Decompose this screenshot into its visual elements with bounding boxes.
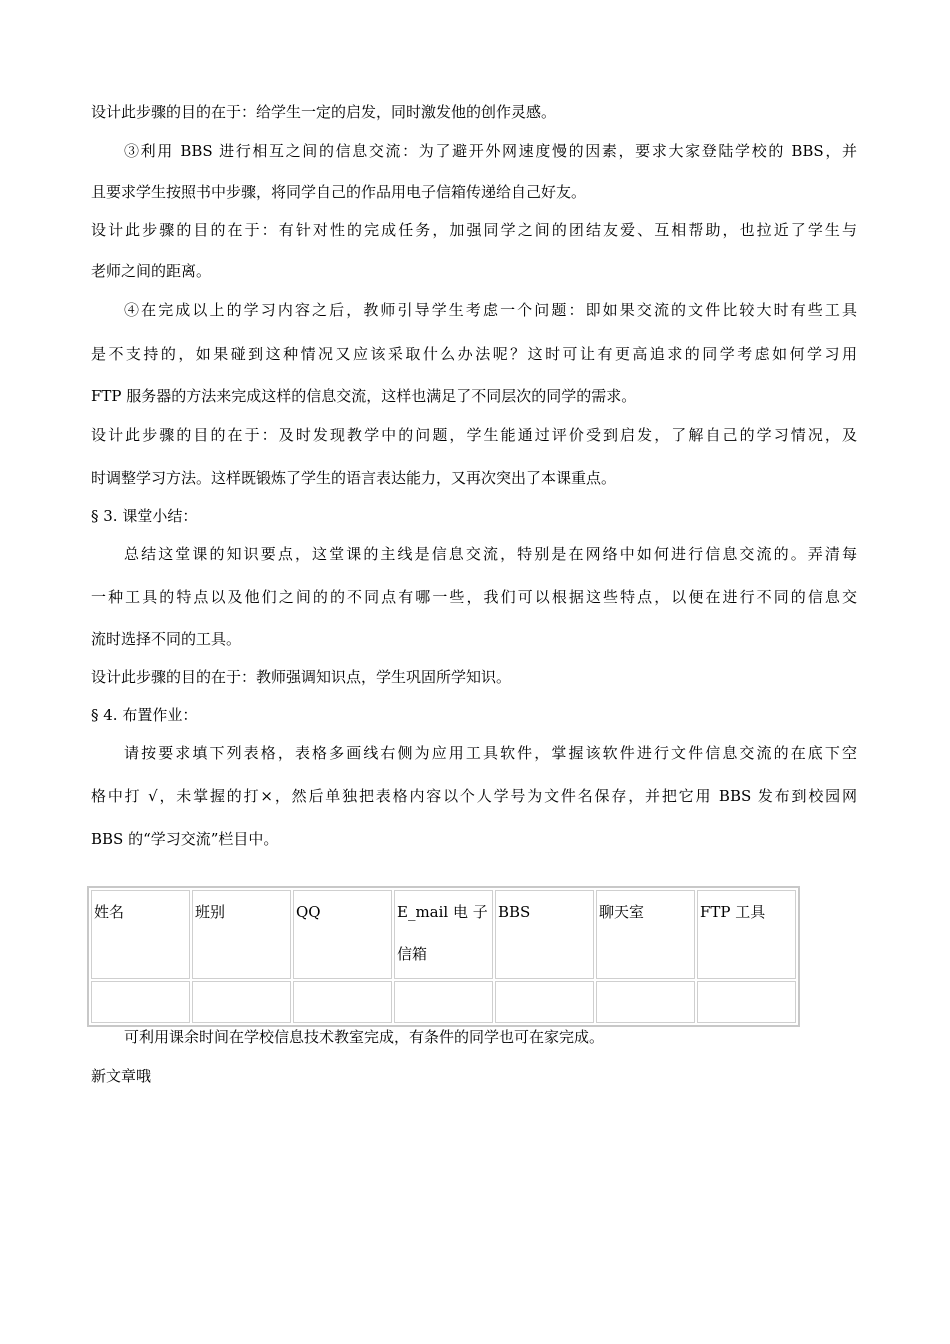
paragraph-line: FTP 服务器的方法来完成这样的信息交流，这样也满足了不同层次的同学的需求。	[91, 387, 637, 405]
paragraph-line: ③利用 BBS 进行相互之间的信息交流：为了避开外网速度慢的因素，要求大家登陆学校的 BBS，并	[124, 142, 857, 160]
paragraph-line: 设计此步骤的目的在于：给学生一定的启发，同时激发他的创作灵感。	[91, 103, 557, 121]
paragraph-line: 设计此步骤的目的在于：及时发现教学中的问题，学生能通过评价受到启发，了解自己的学习情况，及	[91, 426, 857, 444]
table-row	[91, 981, 796, 1023]
header-cell-chatroom: 聊天室	[596, 890, 695, 979]
table-cell	[596, 981, 695, 1023]
paragraph-line: 设计此步骤的目的在于：有针对性的完成任务，加强同学之间的团结友爱、互相帮助，也拉近了学生与	[91, 221, 857, 239]
table-cell	[192, 981, 291, 1023]
paragraph-line: ④在完成以上的学习内容之后，教师引导学生考虑一个问题：即如果交流的文件比较大时有些工具	[124, 301, 857, 319]
table-cell	[91, 981, 190, 1023]
paragraph-line: 时调整学习方法。这样既锻炼了学生的语言表达能力，又再次突出了本课重点。	[91, 469, 617, 487]
header-cell-class: 班别	[192, 890, 291, 979]
table-cell	[293, 981, 392, 1023]
email-header-line2: 信箱	[397, 945, 428, 963]
paragraph-line: 可利用课余时间在学校信息技术教室完成，有条件的同学也可在家完成。	[124, 1028, 605, 1046]
paragraph-line: 老师之间的距离。	[91, 262, 212, 280]
paragraph-line: BBS 的“学习交流”栏目中。	[91, 830, 279, 848]
paragraph-line: 请按要求填下列表格，表格多画线右侧为应用工具软件，掌握该软件进行文件信息交流的在底下空	[124, 744, 857, 762]
table-cell	[697, 981, 796, 1023]
email-header-line1: E_mail 电 子	[397, 903, 488, 921]
header-cell-qq: QQ	[293, 890, 392, 979]
table-cell	[495, 981, 594, 1023]
table-header-row	[91, 890, 796, 979]
paragraph-line: 一种工具的特点以及他们之间的的不同点有哪一些，我们可以根据这些特点，以便在进行不同的信息交	[91, 588, 857, 606]
paragraph-line: 是不支持的，如果碰到这种情况又应该采取什么办法呢？这时可让有更高追求的同学考虑如何学习用	[91, 345, 857, 363]
header-cell-name: 姓名	[91, 890, 190, 979]
table-cell	[394, 981, 493, 1023]
paragraph-line: 总结这堂课的知识要点，这堂课的主线是信息交流，特别是在网络中如何进行信息交流的。弄清每	[124, 545, 857, 563]
paragraph-line: 且要求学生按照书中步骤，将同学自己的作品用电子信箱传递给自己好友。	[91, 183, 587, 201]
section-heading: § 3. 课堂小结：	[91, 507, 198, 525]
paragraph-line: 格中打 √，未掌握的打×，然后单独把表格内容以个人学号为文件名保存，并把它用 BBS 发布到校园网	[91, 787, 857, 805]
footer-note: 新文章哦	[91, 1067, 152, 1085]
section-heading: § 4. 布置作业：	[91, 706, 198, 724]
paragraph-line: 流时选择不同的工具。	[91, 630, 242, 648]
header-cell-email	[394, 890, 493, 979]
paragraph-line: 设计此步骤的目的在于：教师强调知识点，学生巩固所学知识。	[91, 668, 512, 686]
header-cell-ftp: FTP 工具	[697, 890, 796, 979]
header-cell-bbs: BBS	[495, 890, 594, 979]
homework-table	[87, 886, 800, 1027]
